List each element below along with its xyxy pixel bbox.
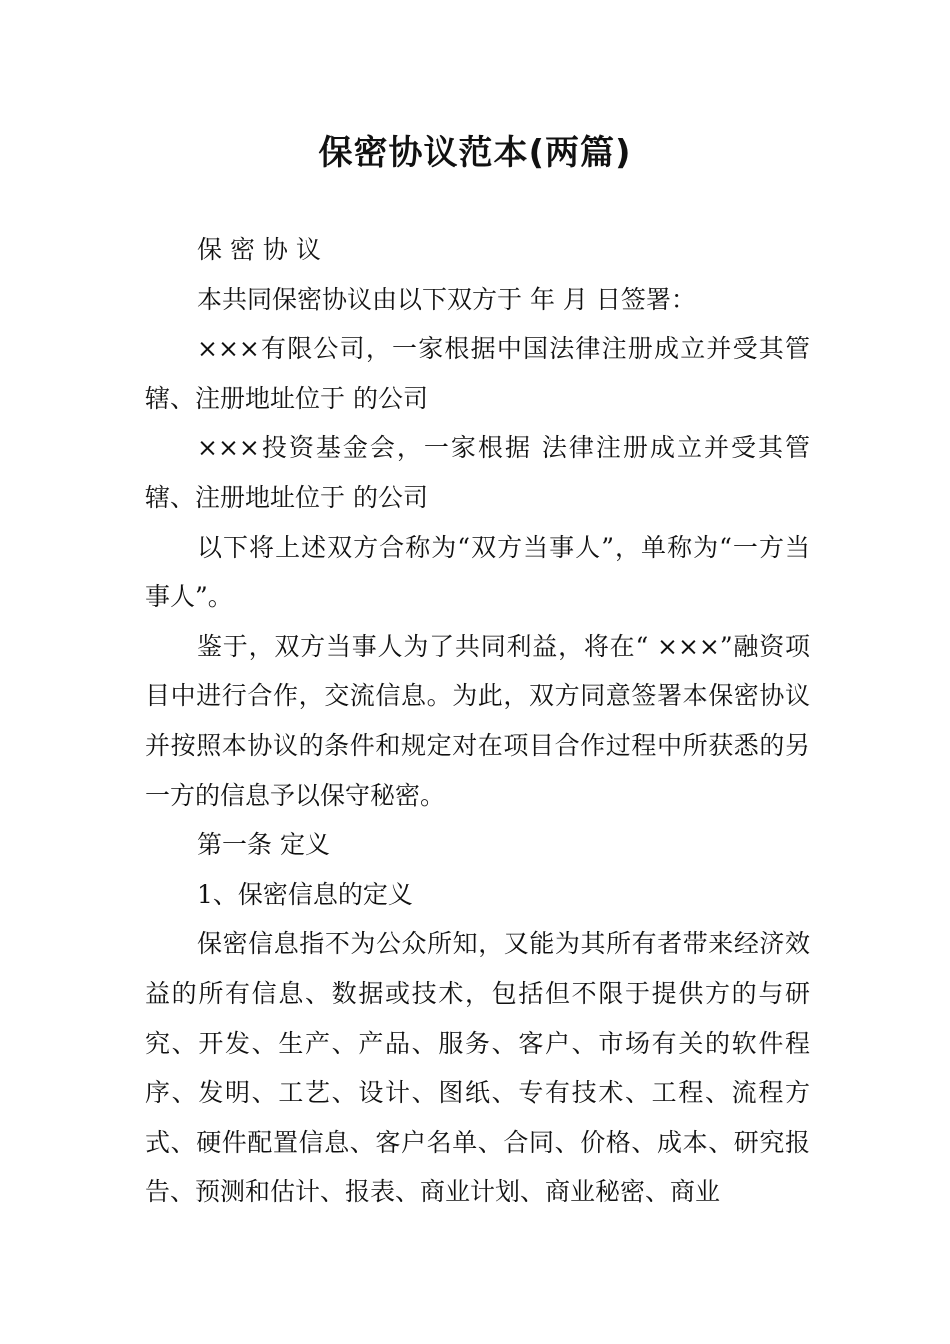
signing-statement: 本共同保密协议由以下双方于 年 月 日签署： xyxy=(197,284,696,314)
document-title: 保密协议范本(两篇) xyxy=(318,133,632,173)
section-heading: 1、保密信息的定义 xyxy=(197,879,413,909)
party-one: ×××有限公司，一家根据中国法律注册成立并受其管辖、注册地址位于 的公司 xyxy=(145,334,810,413)
document-body xyxy=(145,225,810,1217)
parties-definition: 以下将上述双方合称为“双方当事人”，单称为“一方当事人”。 xyxy=(145,532,810,612)
recital-paragraph: 鉴于，双方当事人为了共同利益，将在“ ×××”融资项目中进行合作，交流信息。为此，双方同意签署本保密协议并按照本协议的条件和规定对在项目合作过程中所获悉的另一方的信息予以保守秘密。 xyxy=(145,631,810,810)
definition-paragraph: 保密信息指不为公众所知，又能为其所有者带来经济效益的所有信息、数据或技术，包括但不限于提供方的与研究、开发、生产、产品、服务、客户、市场有关的软件程序、发明、工艺、设计、图纸、专有技术、工程、流程方式、硬件配置信息、客户名单、合同、价格、成本、研究报告、预测和估计、报表、商业计划、商业秘密、商业 xyxy=(145,929,810,1207)
agreement-heading: 保 密 协 议 xyxy=(197,235,321,264)
party-two: ×××投资基金会，一家根据 法律注册成立并受其管辖、注册地址位于 的公司 xyxy=(145,433,810,512)
article-one-heading: 第一条 定义 xyxy=(197,830,330,860)
